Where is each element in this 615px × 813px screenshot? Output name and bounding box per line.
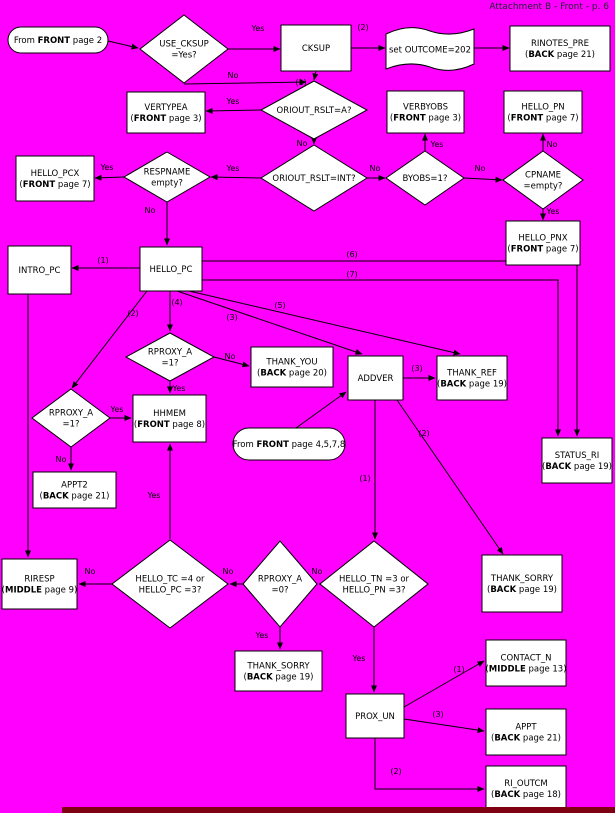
edge-hellopc-1-intropc [72, 256, 140, 268]
edge-label-hellotn-yes-proxun: Yes [352, 654, 366, 663]
node-label-thank-sorry-center: THANK_SORRY (BACK page 19) [243, 661, 314, 683]
edge-byobs-yes-verbyobs [425, 134, 443, 151]
node-label-rproxy-a-0: RPROXY_A =0? [257, 574, 303, 596]
node-hhmem [133, 395, 206, 442]
node-status-ri [542, 438, 612, 483]
edge-label-rproxycenter-yes-hhmem: Yes [172, 384, 186, 393]
node-label-hello-pn: HELLO_PN (FRONT page 7) [507, 102, 579, 124]
edge-hellopc-6-statusri [202, 250, 577, 436]
edge-usecksup-no-oriouta [184, 71, 306, 84]
node-label-hello-pc: HELLO_PC [149, 265, 193, 275]
node-label-verbyobs: VERBYOBS (FRONT page 3) [389, 102, 462, 124]
bottom-window-edge [62, 807, 615, 813]
edge-label-oriouta-yes-vertypea: Yes [226, 97, 240, 106]
node-label-appt: APPT (BACK page 21) [491, 722, 561, 744]
edge-label-hellopc-3-addver: (3) [226, 313, 238, 322]
node-contact-n [485, 640, 566, 686]
edge-label-rproxy0-no-hellotc: No [222, 567, 234, 576]
node-label-thank-sorry-right: THANK_SORRY (BACK page 19) [487, 574, 557, 595]
edge-start-to-usecksup [108, 41, 138, 48]
edge-proxun-3-appt [404, 710, 484, 731]
node-use-cksup [140, 15, 228, 83]
node-hello-tc [112, 540, 228, 628]
nodes-layer [2, 15, 612, 811]
node-rproxy-a-center [126, 333, 214, 381]
node-label-riresp: RIRESP (MIDDLE page 9) [1, 574, 78, 596]
edge-hellopc-2-rproxyleft [72, 291, 147, 388]
edge-label-hellotc-no-riresp: No [84, 567, 96, 576]
edge-label-usecksup-no-oriouta: No [227, 71, 239, 80]
node-start-front4578 [233, 428, 346, 460]
edge-hellopc-3-addver [177, 291, 362, 354]
node-appt2 [33, 472, 116, 508]
node-start-front2 [8, 27, 108, 53]
node-label-cpname: CPNAME =empty? [523, 170, 563, 192]
node-vertypea [127, 92, 205, 133]
node-prox-un [346, 694, 404, 738]
node-hello-pcx [16, 156, 94, 201]
edge-byobs-no-cpname [464, 164, 502, 180]
node-label-respname: RESPNAME empty? [143, 167, 191, 189]
node-hello-pn [504, 91, 582, 133]
node-oriout-rslt-a [261, 81, 367, 139]
node-respname [124, 152, 210, 202]
edge-oriouta-yes-vertypea [206, 97, 261, 111]
node-cpname [503, 151, 583, 209]
node-label-start-front2: From FRONT page 2 [13, 36, 103, 46]
edge-label-cksup-1-oriouta: (1) [295, 78, 307, 87]
node-label-thank-you: THANK_YOU (BACK page 20) [257, 357, 327, 379]
edge-hellotc-no-riresp [79, 567, 112, 584]
node-oriout-rslt-int [261, 145, 367, 211]
edge-rproxycenter-yes-hhmem [170, 381, 185, 393]
edge-addver-3-thankref [403, 364, 435, 378]
node-hello-pnx [506, 221, 580, 265]
edge-label-rproxyleft-no-appt2: No [55, 455, 67, 464]
node-label-set-outcome: set OUTCOME=202 [389, 45, 471, 56]
node-thank-you [251, 347, 333, 387]
node-rinotes-pre [510, 26, 610, 71]
node-label-rproxy-a-left: RPROXY_A =1? [48, 408, 94, 430]
node-hello-tn [320, 541, 428, 627]
node-thank-ref [437, 356, 507, 400]
node-label-hello-tc: HELLO_TC =4 or HELLO_PC =3? [135, 574, 205, 596]
edge-label-usecksup-yes-cksup: Yes [251, 24, 265, 33]
edge-label-hellopc-2-rproxyleft: (2) [127, 309, 139, 318]
edge-hellopc-5-thankref [189, 291, 460, 354]
edge-label-oriouta-no-orioutint: No [296, 139, 308, 148]
node-intro-pc [8, 246, 71, 294]
edge-rproxy0-yes-thanksorrycenter [255, 627, 280, 649]
node-verbyobs [387, 91, 464, 133]
edge-label-addver-1-hellotn: (1) [359, 474, 371, 483]
edge-orioutint-yes-respname [211, 164, 261, 178]
edge-label-hellopc-4-rproxycenter: (4) [171, 298, 183, 307]
node-label-contact-n: CONTACT_N (MIDDLE page 13) [485, 653, 567, 675]
edge-label-rproxy0-yes-thanksorrycenter: Yes [255, 631, 269, 640]
edge-label-rproxyleft-yes-hhmem: Yes [110, 405, 124, 414]
node-label-hhmem: HHMEM (FRONT page 8) [133, 409, 206, 430]
edge-respname-yes-hellopcx [95, 163, 124, 178]
node-hello-pc [140, 247, 202, 291]
node-label-rinotes-pre: RINOTES_PRE (BACK page 21) [525, 39, 595, 60]
edge-hellopc-4-rproxycenter [170, 291, 183, 331]
node-label-hello-tn: HELLO_TN =3 or HELLO_PN =3? [338, 574, 410, 596]
edge-label-respname-yes-hellopcx: Yes [100, 163, 114, 172]
edge-label-proxun-1-contactn: (1) [453, 665, 465, 674]
edge-label-hellopc-7-statusri: (7) [346, 270, 358, 279]
edge-cpname-yes-hellopnx [543, 207, 559, 220]
edge-label-byobs-yes-verbyobs: Yes [430, 140, 444, 149]
node-label-hello-pnx: HELLO_PNX (FRONT page 7) [507, 233, 579, 255]
edge-label-byobs-no-cpname: No [474, 164, 486, 173]
node-cksup [281, 25, 351, 71]
edge-label-proxun-3-appt: (3) [432, 710, 444, 719]
edge-label-addver-2-thanksorryright: (2) [418, 429, 430, 438]
edge-cksup-2-outcome [351, 23, 385, 48]
node-thank-sorry-right [482, 555, 562, 612]
edge-label-cpname-yes-hellopnx: Yes [546, 207, 560, 216]
node-label-use-cksup: USE_CKSUP =Yes? [159, 39, 209, 61]
edge-usecksup-yes-cksup [228, 24, 280, 49]
edge-label-respname-no-hellopc: No [144, 206, 156, 215]
node-label-appt2: APPT2 (BACK page 21) [39, 480, 110, 502]
node-label-hello-pcx: HELLO_PCX (FRONT page 7) [19, 169, 91, 190]
edge-label-hellotc-yes-hhmem: Yes [147, 491, 161, 500]
page-header-text: Attachment B - Front - p. 6 [489, 2, 609, 12]
node-addver [348, 356, 403, 400]
edge-label-hellotn-no-rproxy0: No [311, 567, 323, 576]
edge-rproxycenter-no-thankyou [214, 352, 249, 366]
node-riresp [2, 559, 78, 609]
edge-hellotn-yes-proxun [352, 627, 374, 692]
node-label-cksup: CKSUP [301, 44, 331, 54]
node-label-vertypea: VERTYPEA (FRONT page 3) [130, 103, 202, 124]
node-rproxy-a-0 [243, 541, 317, 627]
node-byobs [386, 151, 464, 205]
edge-label-hellopc-5-thankref: (5) [274, 301, 286, 310]
edge-label-cksup-2-outcome: (2) [357, 23, 369, 32]
edge-label-orioutint-yes-respname: Yes [226, 164, 240, 173]
edge-addver-2-thanksorryright [397, 400, 503, 554]
edge-hellotc-yes-hhmem [147, 444, 170, 539]
edge-label-hellopc-1-intropc: (1) [97, 256, 109, 265]
edge-start2-to-addver [296, 392, 346, 428]
edge-rproxyleft-yes-hhmem [110, 405, 131, 418]
edge-cpname-no-hellopn [543, 134, 558, 151]
node-label-status-ri: STATUS_RI (BACK page 19) [542, 451, 612, 472]
node-label-rproxy-a-center: RPROXY_A =1? [147, 347, 193, 369]
edge-label-cpname-no-hellopn: No [546, 140, 558, 149]
edge-addver-1-hellotn [359, 400, 375, 539]
node-appt [486, 709, 566, 755]
node-label-addver: ADDVER [357, 374, 394, 384]
node-label-thank-ref: THANK_REF (BACK page 19) [437, 368, 507, 390]
node-label-prox-un: PROX_UN [355, 712, 395, 722]
edge-proxun-1-contactn [404, 661, 484, 707]
edge-orioutint-no-byobs [367, 164, 385, 178]
node-set-outcome [386, 28, 474, 71]
edge-label-rproxycenter-no-thankyou: No [224, 352, 236, 361]
node-label-ri-outcm: RI_OUTCM (BACK page 18) [491, 779, 561, 800]
edge-label-proxun-2-rioutcm: (2) [390, 767, 402, 776]
edge-proxun-2-rioutcm [375, 738, 484, 789]
node-label-oriout-rslt-int: ORIOUT_RSLT=INT? [272, 174, 356, 184]
node-label-start-front4578: From FRONT page 4,5,7,8 [232, 440, 346, 450]
edge-label-addver-3-thankref: (3) [411, 364, 423, 373]
edge-label-hellopc-6-statusri: (6) [346, 250, 358, 259]
node-thank-sorry-center [235, 651, 322, 691]
node-label-oriout-rslt-a: ORIOUT_RSLT=A? [276, 106, 352, 116]
node-rproxy-a-left [32, 389, 110, 447]
edge-rproxy0-no-hellotc [223, 567, 243, 584]
node-ri-outcm [486, 766, 566, 811]
edge-label-orioutint-no-byobs: No [369, 164, 381, 173]
node-label-intro-pc: INTRO_PC [18, 266, 61, 276]
edge-rproxyleft-no-appt2 [56, 447, 71, 470]
edge-respname-no-hellopc [145, 202, 167, 245]
node-label-byobs: BYOBS=1? [402, 174, 448, 184]
